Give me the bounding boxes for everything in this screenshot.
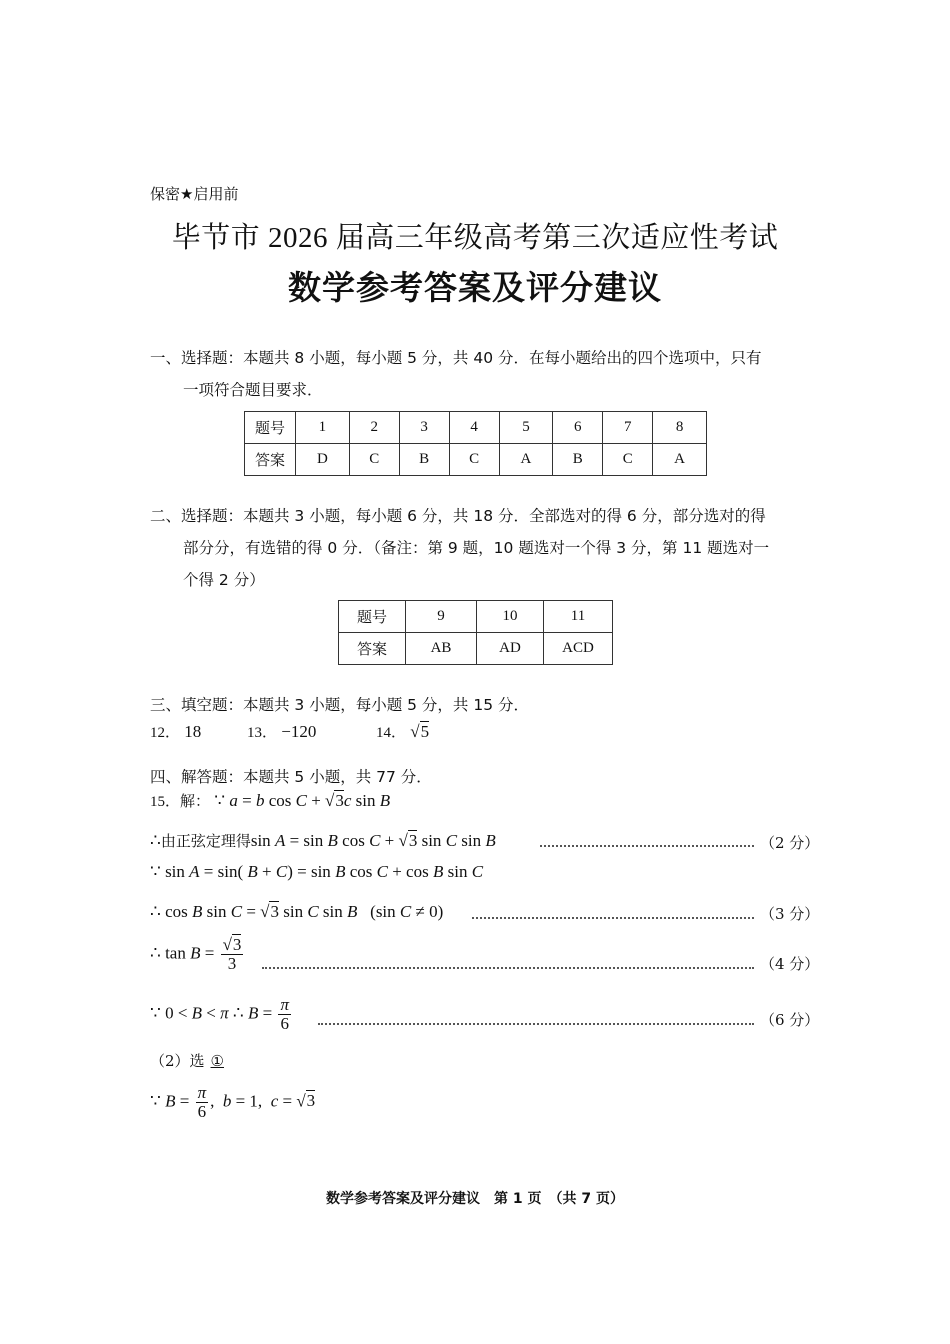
table-cell: 8	[653, 412, 707, 444]
fill-answer-value: 18	[184, 722, 202, 741]
q15-label: 15．解：	[150, 794, 211, 810]
fill-answer-14: 14． √5	[376, 722, 430, 741]
step-tan-b: ∴ tan B = $\frac{√3}{3}$	[150, 935, 242, 973]
table-cell: 2	[349, 412, 399, 444]
table-header-cell: 题号	[245, 412, 296, 444]
section1-heading: 一、选择题：本题共 8 小题，每小题 5 分，共 40 分．在每小题给出的四个选项中，只有	[150, 349, 762, 367]
fill-answer-number: 14．	[376, 725, 407, 741]
fill-answer-number: 13．	[247, 725, 278, 741]
table-cell: C	[449, 444, 499, 476]
step-label: 由正弦定理得	[160, 834, 251, 850]
part2-given: ∵ B = $\frac{\pi}{6}$ , b = 1, c = √3	[150, 1083, 316, 1121]
part2-choice-value: ①	[210, 1052, 224, 1070]
score-4: （4 分）	[760, 955, 820, 973]
table-cell: AD	[477, 633, 544, 665]
table-row-questions	[339, 601, 613, 633]
table-cell: C	[349, 444, 399, 476]
dotted-leader	[262, 967, 754, 969]
step-cos-b: ∴ cos B sin C = √3 sin C sin B (sin C ≠ 0)	[150, 902, 444, 921]
dotted-leader	[318, 1023, 754, 1025]
fill-answer-12	[150, 721, 201, 742]
step-b-value: ∵ 0 < B < π ∴ B = $\frac{\pi}{6}$	[150, 995, 290, 1033]
document-title: 数学参考答案及评分建议	[288, 268, 662, 307]
table-cell: 10	[477, 601, 544, 633]
part2-choice	[150, 1050, 232, 1071]
section2-heading-cont: 部分分，有选错的得 0 分．（备注：第 9 题，10 题选对一个得 3 分，第 11 题选对一	[183, 539, 770, 557]
section2-heading-cont2: 个得 2 分）	[183, 571, 265, 589]
table-cell: 4	[449, 412, 499, 444]
section1-heading-cont: 一项符合题目要求．	[183, 381, 323, 399]
table-cell: 9	[406, 601, 477, 633]
fill-answer-value: 5	[420, 722, 430, 741]
page-footer: 数学参考答案及评分建议 第 1 页 （共 7 页）	[326, 1191, 624, 1207]
table-cell: B	[553, 444, 603, 476]
score-2: （2 分）	[760, 834, 820, 852]
table-cell: C	[603, 444, 653, 476]
table-header-cell: 题号	[339, 601, 406, 633]
table-cell: B	[399, 444, 449, 476]
dotted-leader	[540, 845, 754, 847]
score-3: （3 分）	[760, 905, 820, 923]
table-cell: 3	[399, 412, 449, 444]
section4-heading: 四、解答题：本题共 5 小题，共 77 分．	[150, 768, 432, 786]
table-cell: ACD	[544, 633, 613, 665]
table-header-cell: 答案	[245, 444, 296, 476]
part2-label: （2）选	[150, 1052, 205, 1070]
table-row-questions	[245, 412, 707, 444]
section3-heading: 三、填空题：本题共 3 小题，每小题 5 分，共 15 分．	[150, 696, 530, 714]
table-cell: A	[653, 444, 707, 476]
table-row-answers	[245, 444, 707, 476]
fill-answer-13	[247, 721, 316, 742]
exam-title: 毕节市 2026 届高三年级高考第三次适应性考试	[171, 222, 779, 254]
table-row-answers	[339, 633, 613, 665]
table-cell: 7	[603, 412, 653, 444]
step-sum-identity: ∵ sin A = sin( B + C) = sin B cos C + cos B sin C	[150, 862, 484, 881]
table-cell: A	[499, 444, 553, 476]
table-cell: D	[296, 444, 350, 476]
fill-answer-value: −120	[281, 722, 317, 741]
step-sine-law: ∴由正弦定理得sin A = sin B cos C + √3 sin C sin B	[150, 831, 496, 850]
q15-given: 15．解： ∵ a = b cos C + √3c sin B	[150, 791, 391, 810]
table-cell: AB	[406, 633, 477, 665]
section2-heading: 二、选择题：本题共 3 小题，每小题 6 分，共 18 分．全部选对的得 6 分，部分选对的得	[150, 507, 766, 525]
dotted-leader	[472, 917, 754, 919]
choice-answer-table-1	[244, 411, 707, 476]
table-cell: 11	[544, 601, 613, 633]
table-cell: 5	[499, 412, 553, 444]
table-cell: 1	[296, 412, 350, 444]
table-cell: 6	[553, 412, 603, 444]
confidential-label: 保密★启用前	[150, 185, 239, 203]
fill-answer-number: 12．	[150, 725, 181, 741]
score-6: （6 分）	[760, 1011, 820, 1029]
choice-answer-table-2	[338, 600, 613, 665]
table-header-cell: 答案	[339, 633, 406, 665]
